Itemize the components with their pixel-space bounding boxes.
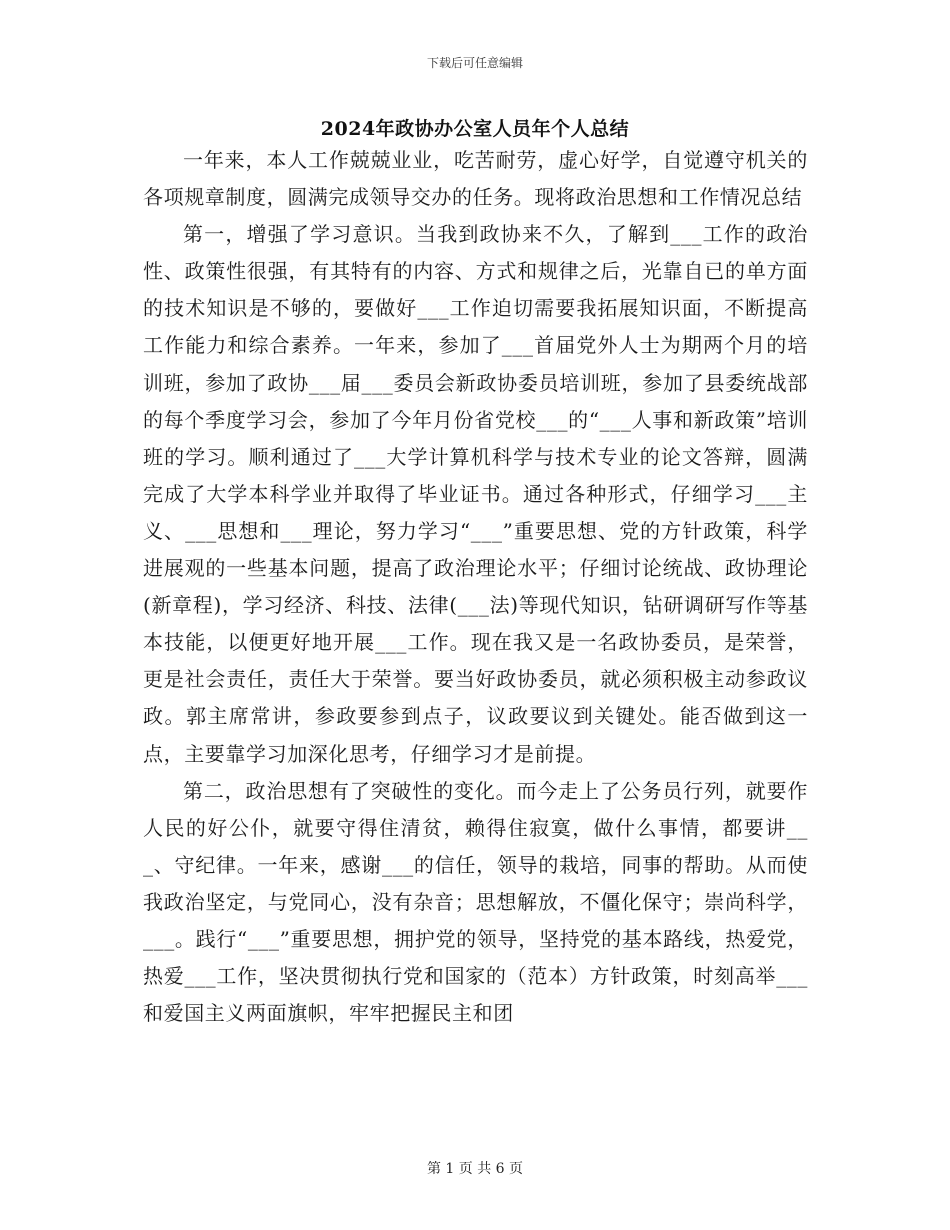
paragraph-first-point: 第一，增强了学习意识。当我到政协来不久，了解到___工作的政治性、政策性很强，有其特有的内容、方式和规律之后，光靠自已的单方面的技术知识是不够的，要做好___工作迫切需要我拓展知识面，不断提高工作能力和综合素养。一年来，参加了___首届党外人士为期两个月的培训班，参加了政协___届___委员会新政协委员培训班，参加了县委统战部的每个季度学习会，参加了今年月份省党校___的“___人事和新政策”培训班的学习。顺利通过了___大学计算机科学与技术专业的论文答辩，圆满完成了大学本科学业并取得了毕业证书。通过各种形式，仔细学习___主义、___思想和___理论，努力学习“___”重要思想、党的方针政策，科学进展观的一些基本问题，提高了政治理论水平；仔细讨论统战、政协理论(新章程)，学习经济、科技、法律(___法)等现代知识，钻研调研写作等基本技能，以便更好地开展___工作。现在我又是一名政协委员，是荣誉，更是社会责任，责任大于荣誉。要当好政协委员，就必须积极主动参政议政。郭主席常讲，参政要参到点子，议政要议到关键处。能否做到这一点，主要靠学习加深化思考，仔细学习才是前提。: [143, 222, 808, 766]
paragraph-second-point: 第二，政治思想有了突破性的变化。而今走上了公务员行列，就要作人民的好公仆，就要守得住清贫，赖得住寂寞，做什么事情，都要讲___、守纪律。一年来，感谢___的信任，领导的栽培，同事的帮助。从而使我政治坚定，与党同心，没有杂音；思想解放，不僵化保守；崇尚科学，___。践行“___”重要思想，拥护党的领导，坚持党的基本路线，热爱党，热爱___工作，坚决贯彻执行党和国家的（范本）方针政策，时刻高举___和爱国主义两面旗帜，牢牢把握民主和团: [143, 778, 808, 1026]
page-header-note: 下载后可任意编辑: [426, 56, 523, 70]
paragraph-intro: 一年来，本人工作兢兢业业，吃苦耐劳，虚心好学，自觉遵守机关的各项规章制度，圆满完成领导交办的任务。现将政治思想和工作情况总结: [143, 148, 808, 210]
page-number-footer: 第 1 页 共 6 页: [426, 1161, 524, 1177]
document-body: [143, 142, 808, 1032]
document-title: 2024年政协办公室人员年个人总结: [320, 118, 630, 140]
